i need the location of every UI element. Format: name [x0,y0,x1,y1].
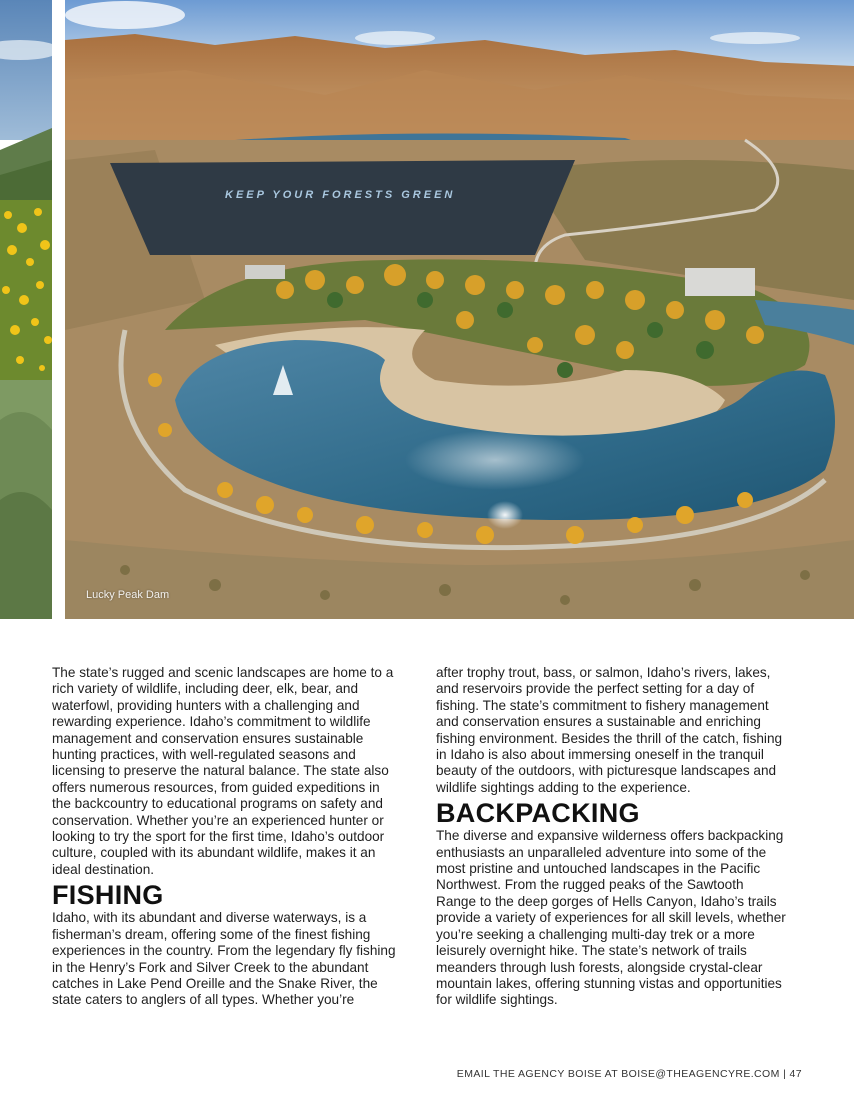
lucky-peak-dam-photo [65,0,854,619]
fishing-paragraph: Idaho, with its abundant and diverse waterways, is a fisherman’s dream, offering some of the finest fishing experiences in the country. From the legendary fly fishing in the Henry’s Fork and Silver Creek to the abundant catches in Lake Pend Oreille and the Snake River, the state caters to anglers of all types. Whether you’re [52,910,396,1008]
backpacking-heading: BACKPACKING [436,798,640,829]
intro-paragraph: The state’s rugged and scenic landscapes are home to a rich variety of wildlife, including deer, elk, bear, and waterfowl, providing hunters with a challenging and rewarding experience. Idaho’s commitment to wildlife management and conservation ensures sustainable hunting practices, with well-regulated seasons and licensing to preserve the natural balance. The state also offers numerous resources, from guided expeditions in the backcountry to educational programs on safety and conservation. Whether you’re an experienced hunter or looking to try the sport for the first time, Idaho’s outdoor culture, coupled with its abundant wildlife, makes it an ideal destination. [52,665,394,877]
article-column-right [436,665,786,1009]
photo-caption: Lucky Peak Dam [86,589,170,601]
page-footer: EMAIL THE AGENCY BOISE AT BOISE@THEAGENCYRE.COM | 47 [456,1068,802,1080]
article-column-left [52,665,402,1009]
fishing-paragraph-continued: after trophy trout, bass, or salmon, Idaho’s rivers, lakes, and reservoirs provide the perfect setting for a day of fishing. The state’s commitment to fishery management and conservation ensures a sustainable and enriching fishing environment. Besides the thrill of the catch, fishing in Idaho is also about immersing oneself in the tranquil beauty of the outdoors, with picturesque landscapes and wildlife sightings adding to the experience. [436,665,783,795]
wildflower-photo [0,0,52,619]
fishing-heading: FISHING [52,880,164,911]
backpacking-paragraph: The diverse and expansive wilderness offers backpacking enthusiasts an unparalleled adventure into some of the most pristine and untouched landscapes in the Pacific Northwest. From the rugged peaks of the Sawtooth Range to the deep gorges of Hells Canyon, Idaho’s trails provide a variety of experiences for all skill levels, whether you’re seeking a challenging multi-day trek or a more leisurely overnight hike. The state’s network of trails meanders through lush forests, alongside crystal-clear mountain lakes, offering stunning vistas and opportunities for wildlife sightings. [436,828,786,1008]
dam-face-text: KEEP YOUR FORESTS GREEN [225,189,456,201]
